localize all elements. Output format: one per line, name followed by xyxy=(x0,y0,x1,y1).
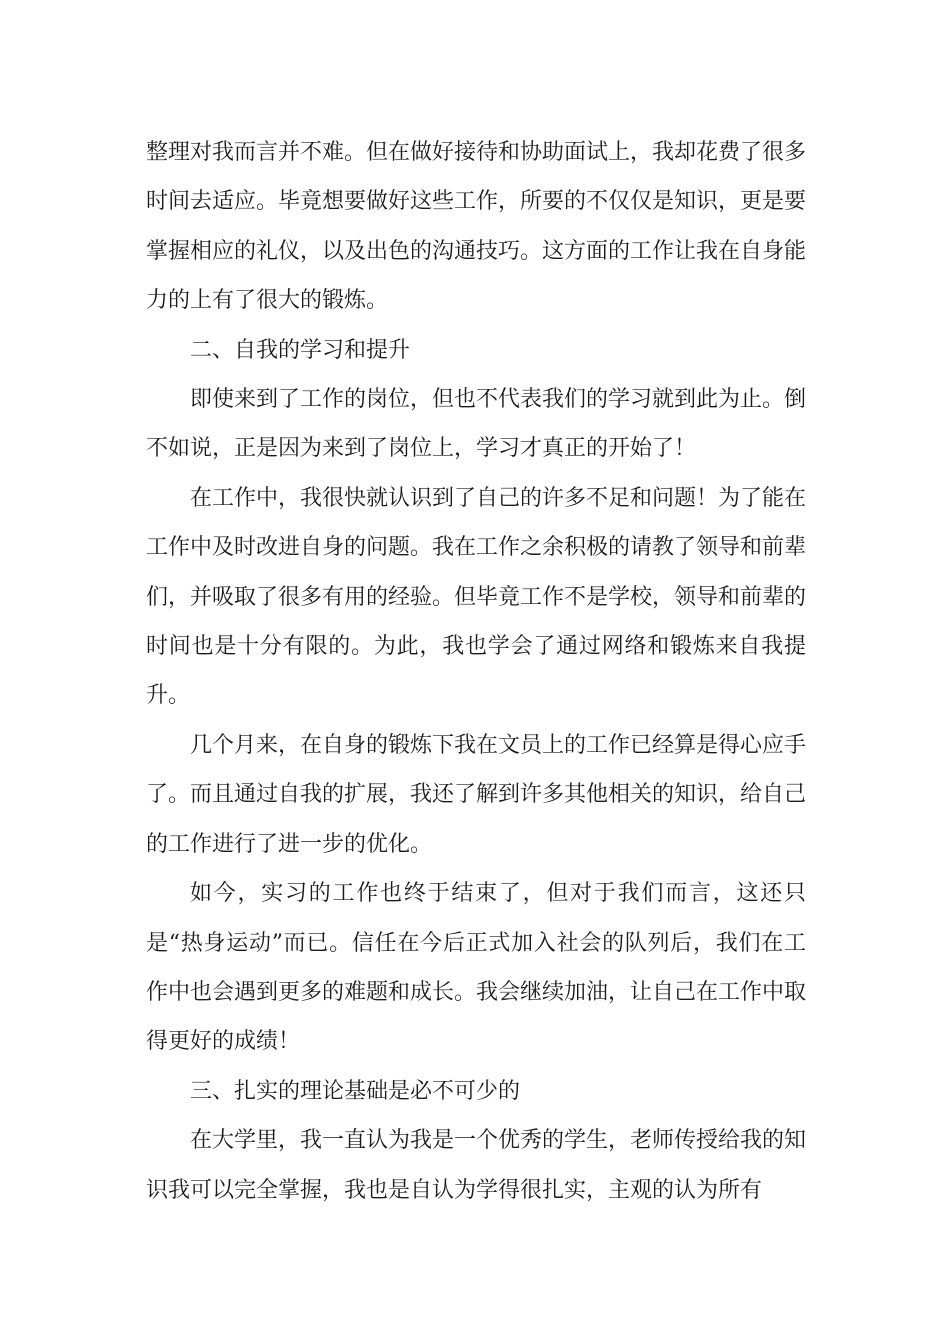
section-heading-self-learning: 二、自我的学习和提升 xyxy=(190,337,411,363)
body-text xyxy=(146,128,806,1215)
paragraph: 在大学里，我一直认为我是一个优秀的学生，老师传授给我的知识我可以完全掌握，我也是自认为学得很扎实，主观的认为所有 xyxy=(146,1128,807,1203)
paragraph: 几个月来，在自身的锻炼下我在文员上的工作已经算是得心应手了。而且通过自我的扩展，我还了解到许多其他相关的知识，给自己的工作进行了进一步的优化。 xyxy=(146,732,807,857)
paragraph: 即使来到了工作的岗位，但也不代表我们的学习就到此为止。倒不如说，正是因为来到了岗位上，学习才真正的开始了！ xyxy=(146,387,807,462)
paragraph: 如今，实习的工作也终于结束了，但对于我们而言，这还只是“热身运动”而已。信任在今后正式加入社会的队列后，我们在工作中也会遇到更多的难题和成长。我会继续加油，让自己在工作中取得更好的成绩！ xyxy=(146,881,807,1055)
paragraph: 整理对我而言并不难。但在做好接待和协助面试上，我却花费了很多时间去适应。毕竟想要做好这些工作，所要的不仅仅是知识，更是要掌握相应的礼仪，以及出色的沟通技巧。这方面的工作让我在自身能力的上有了很大的锻炼。 xyxy=(146,140,807,314)
section-heading-theory-foundation: 三、扎实的理论基础是必不可少的 xyxy=(190,1078,521,1104)
paragraph: 在工作中，我很快就认识到了自己的许多不足和问题！为了能在工作中及时改进自身的问题。我在工作之余积极的请教了领导和前辈们，并吸取了很多有用的经验。但毕竟工作不是学校，领导和前辈的时间也是十分有限的。为此，我也学会了通过网络和锻炼来自我提升。 xyxy=(146,485,807,709)
